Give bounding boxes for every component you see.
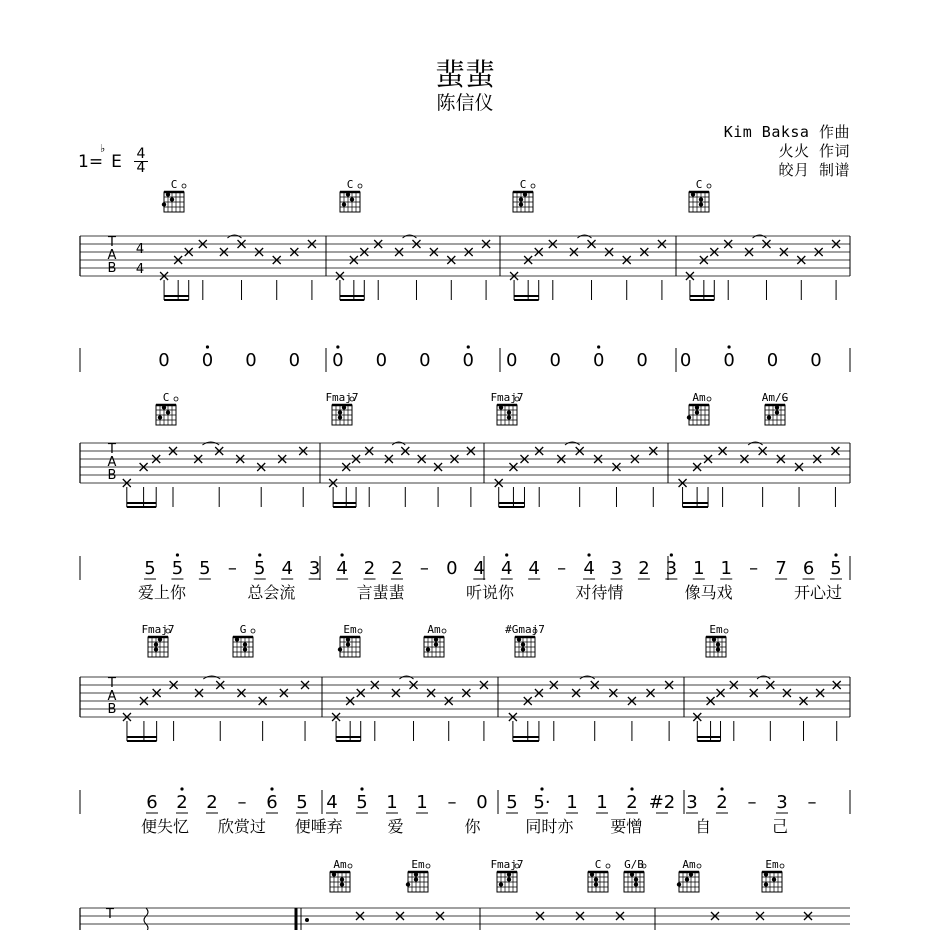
chord-dot xyxy=(699,197,703,201)
jianpu-note: 0 xyxy=(201,350,214,371)
lyric-word: 同时亦 xyxy=(525,817,574,836)
lyric-word: 爱 xyxy=(387,817,404,836)
chord-dot xyxy=(158,415,162,419)
octave-dot xyxy=(258,553,261,556)
lyric-word: 便失忆 xyxy=(140,817,190,836)
jianpu-note: 1 xyxy=(416,792,428,813)
chord-dot xyxy=(507,410,511,414)
chord-dot xyxy=(338,415,342,419)
jianpu-note: 0 xyxy=(462,350,474,371)
tab-letter: B xyxy=(107,468,117,483)
chord-dot xyxy=(340,882,344,886)
jianpu-note: 2 xyxy=(716,792,728,813)
chord-open-string xyxy=(707,184,711,188)
chord-dot xyxy=(338,647,342,651)
tie-arc xyxy=(392,442,405,445)
jianpu-note: 0 xyxy=(592,350,605,371)
octave-dot xyxy=(206,345,209,348)
jianpu-note: 1 xyxy=(693,558,705,579)
chord-dot xyxy=(519,197,523,201)
jianpu-note: 5 xyxy=(830,558,842,579)
jianpu-note: 1 xyxy=(566,792,578,813)
chord-open-string xyxy=(697,864,701,868)
chord-name: C xyxy=(346,178,354,191)
tab-letter: B xyxy=(107,261,117,276)
jianpu-note: – xyxy=(747,792,757,813)
jianpu-note: 5 xyxy=(254,558,266,579)
composer-credit: Kim Baksa 作曲 xyxy=(723,123,850,141)
tie-arc xyxy=(203,676,220,679)
key-flat: ♭ xyxy=(100,142,106,155)
jianpu-note: – xyxy=(447,792,457,813)
time-bottom: 4 xyxy=(136,160,146,176)
jianpu-note: 6 xyxy=(266,792,278,813)
jianpu-note: 1 xyxy=(596,792,608,813)
jianpu-note: 2 xyxy=(638,558,650,579)
singer-name: 陈信仪 xyxy=(436,92,494,114)
chord-name: C xyxy=(519,178,527,191)
jianpu-note: 4 xyxy=(473,558,486,579)
jianpu-note: 0 xyxy=(506,350,518,371)
chord-name: C xyxy=(695,178,703,191)
chord-name: Am xyxy=(692,391,706,404)
chord-name: Fmaj7 xyxy=(490,858,524,871)
lyric-word: 总会流 xyxy=(247,583,296,602)
chord-dot xyxy=(699,202,703,206)
lyric-word: 言蜚蜚 xyxy=(356,583,405,602)
jianpu-note: 3 xyxy=(308,558,321,579)
song-title: 蜚蜚 xyxy=(435,58,495,93)
tie-arc xyxy=(202,442,219,445)
jianpu-note: 5 xyxy=(171,558,184,579)
chord-name: Am/G xyxy=(761,391,789,404)
lyric-word: 己 xyxy=(771,817,789,836)
chord-dot xyxy=(691,192,695,196)
chord-open-string xyxy=(724,629,728,633)
chord-dot xyxy=(414,872,418,876)
jianpu-note: 5· xyxy=(533,792,551,813)
chord-dot xyxy=(499,405,503,409)
chord-name: C xyxy=(162,391,170,404)
jianpu-note: – xyxy=(749,558,759,579)
chord-dot xyxy=(634,882,638,886)
jianpu-note: 0 xyxy=(723,350,735,371)
tab-letter: T xyxy=(108,235,116,250)
chord-dot xyxy=(346,642,350,646)
chord-dot xyxy=(685,877,689,881)
chord-name: Am xyxy=(333,858,347,871)
tie-arc xyxy=(565,442,580,445)
jianpu-note: 2 xyxy=(391,558,403,579)
chord-dot xyxy=(594,877,598,881)
tab-letter: A xyxy=(107,248,117,263)
chord-dot xyxy=(594,882,598,886)
lyric-word: 要憎 xyxy=(610,817,643,836)
jianpu-note: 6 xyxy=(146,792,158,813)
jianpu-note: – xyxy=(807,792,817,813)
key-prefix: 1= xyxy=(78,152,104,172)
octave-dot xyxy=(340,553,343,556)
jianpu-note: – xyxy=(557,558,567,579)
chord-dot xyxy=(775,405,779,409)
tab-letter: T xyxy=(106,907,114,922)
jianpu-note: 0 xyxy=(679,350,692,371)
chord-dot xyxy=(523,192,527,196)
chord-dot xyxy=(414,877,418,881)
jianpu-note: 0 xyxy=(810,350,822,371)
chord-open-string xyxy=(780,864,784,868)
jianpu-note: 3 xyxy=(665,558,678,579)
jianpu-note: 5 xyxy=(506,792,518,813)
chord-dot xyxy=(426,647,430,651)
lyric-word: 你 xyxy=(464,817,481,836)
chord-name: Em xyxy=(709,623,723,636)
octave-dot xyxy=(597,345,600,348)
chord-dot xyxy=(338,410,342,414)
jianpu-note: 6 xyxy=(802,558,815,579)
chord-open-string xyxy=(358,184,362,188)
chord-dot xyxy=(507,877,511,881)
chord-name: C xyxy=(170,178,178,191)
octave-dot xyxy=(587,553,590,556)
chord-dot xyxy=(775,410,779,414)
chord-dot xyxy=(764,882,768,886)
lyric-word: 开心过 xyxy=(793,583,843,602)
chord-dot xyxy=(712,637,716,641)
chord-name: Em xyxy=(765,858,779,871)
chord-name: G xyxy=(239,623,247,636)
chord-dot xyxy=(340,877,344,881)
chord-dot xyxy=(158,637,162,641)
arranger-credit: 皎月 制谱 xyxy=(778,161,850,179)
chord-dot xyxy=(590,872,594,876)
tie-arc xyxy=(748,442,763,445)
chord-open-string xyxy=(606,864,610,868)
jianpu-note: 0 xyxy=(476,792,488,813)
lyric-word: 对待情 xyxy=(575,583,624,602)
chord-open-string xyxy=(442,629,446,633)
chord-dot xyxy=(695,405,699,409)
chord-dot xyxy=(434,637,438,641)
arpeggio-mark xyxy=(144,908,148,930)
jianpu-note: 0 xyxy=(549,350,561,371)
chord-dot xyxy=(243,647,247,651)
jianpu-note: 0 xyxy=(332,350,344,371)
jianpu-note: 4 xyxy=(336,558,348,579)
jianpu-note: 7 xyxy=(775,558,787,579)
octave-dot xyxy=(467,345,470,348)
octave-dot xyxy=(176,553,179,556)
tab-letter: T xyxy=(108,676,116,691)
jianpu-note: 5 xyxy=(199,558,211,579)
tab-timesig: 4 xyxy=(135,262,145,277)
chord-dot xyxy=(521,642,525,646)
jianpu-note: #2 xyxy=(648,792,676,813)
tie-arc xyxy=(757,676,770,679)
lyric-word: 听说你 xyxy=(465,583,515,602)
chord-dot xyxy=(630,872,634,876)
chord-open-string xyxy=(174,397,178,401)
jianpu-note: 0 xyxy=(766,350,779,371)
tie-arc xyxy=(403,235,417,238)
jianpu-note: 5 xyxy=(356,792,368,813)
jianpu-note: 0 xyxy=(419,350,431,371)
jianpu-note: 3 xyxy=(776,792,788,813)
chord-dot xyxy=(764,872,768,876)
chord-dot xyxy=(350,197,354,201)
chord-open-string xyxy=(358,629,362,633)
jianpu-note: 4 xyxy=(281,558,293,579)
chord-open-string xyxy=(531,184,535,188)
chord-dot xyxy=(634,877,638,881)
chord-dot xyxy=(716,642,720,646)
lyricist-credit: 火火 作词 xyxy=(778,142,850,160)
chord-name: G/B xyxy=(624,858,644,871)
chord-dot xyxy=(499,882,503,886)
chord-dot xyxy=(332,872,336,876)
tab-letter: T xyxy=(108,442,116,457)
chord-name: Fmaj7 xyxy=(141,623,175,636)
chord-dot xyxy=(517,637,521,641)
chord-dot xyxy=(154,642,158,646)
repeat-dot xyxy=(305,918,309,922)
chord-dot xyxy=(243,642,247,646)
jianpu-note: 1 xyxy=(720,558,732,579)
chord-dot xyxy=(519,202,523,206)
octave-dot xyxy=(360,787,363,790)
chord-open-string xyxy=(707,397,711,401)
chord-dot xyxy=(689,872,693,876)
tie-arc xyxy=(577,235,591,238)
chord-dot xyxy=(170,197,174,201)
time-top: 4 xyxy=(134,148,148,162)
octave-dot xyxy=(670,553,673,556)
tab-letter: B xyxy=(107,702,117,717)
tie-arc xyxy=(580,676,595,679)
chord-dot xyxy=(521,647,525,651)
tie-arc xyxy=(227,235,241,238)
chord-dot xyxy=(166,410,170,414)
jianpu-note: 2 xyxy=(626,792,638,813)
chord-dot xyxy=(767,415,771,419)
jianpu-note: 4 xyxy=(528,558,540,579)
jianpu-note: 3 xyxy=(610,558,623,579)
jianpu-note: 4 xyxy=(583,558,595,579)
lyric-word: 便唾弃 xyxy=(294,817,343,836)
chord-name: Am xyxy=(682,858,696,871)
lyric-word: 爱上你 xyxy=(137,583,187,602)
chord-dot xyxy=(716,647,720,651)
chord-dot xyxy=(346,192,350,196)
lyric-word: 自 xyxy=(695,817,712,836)
chord-dot xyxy=(406,882,410,886)
tab-timesig: 4 xyxy=(135,242,145,257)
octave-dot xyxy=(720,787,723,790)
jianpu-note: 3 xyxy=(686,792,698,813)
chord-dot xyxy=(677,882,681,886)
octave-dot xyxy=(505,553,508,556)
chord-dot xyxy=(695,410,699,414)
jianpu-note: – xyxy=(227,558,237,579)
chord-name: Fmaj7 xyxy=(325,391,359,404)
lyric-word: 像马戏 xyxy=(684,583,733,602)
octave-dot xyxy=(834,553,837,556)
chord-name: Am xyxy=(427,623,441,636)
jianpu-note: 4 xyxy=(326,792,338,813)
jianpu-note: 0 xyxy=(446,558,458,579)
chord-name: Em xyxy=(343,623,357,636)
jianpu-note: 2 xyxy=(363,558,376,579)
chord-dot xyxy=(507,872,511,876)
jianpu-note: 1 xyxy=(386,792,398,813)
chord-name: Fmaj7 xyxy=(490,391,524,404)
chord-dot xyxy=(235,637,239,641)
chord-dot xyxy=(346,637,350,641)
octave-dot xyxy=(180,787,183,790)
jianpu-note: 2 xyxy=(206,792,218,813)
chord-dot xyxy=(342,405,346,409)
chord-dot xyxy=(154,647,158,651)
jianpu-note: 2 xyxy=(176,792,188,813)
tab-letter: A xyxy=(107,689,117,704)
chord-dot xyxy=(162,202,166,206)
jianpu-note: 5 xyxy=(296,792,308,813)
octave-dot xyxy=(336,345,339,348)
jianpu-note: 4 xyxy=(500,558,513,579)
chord-dot xyxy=(687,415,691,419)
chord-open-string xyxy=(182,184,186,188)
jianpu-note: 0 xyxy=(245,350,257,371)
chord-dot xyxy=(434,642,438,646)
chord-dot xyxy=(342,202,346,206)
chord-open-string xyxy=(348,864,352,868)
octave-dot xyxy=(540,787,543,790)
octave-dot xyxy=(270,787,273,790)
lyric-word: 欣赏过 xyxy=(217,817,266,836)
chord-open-string xyxy=(251,629,255,633)
chord-name: Em xyxy=(411,858,425,871)
jianpu-note: 5 xyxy=(144,558,156,579)
chord-dot xyxy=(162,405,166,409)
octave-dot xyxy=(727,345,730,348)
key-note: E xyxy=(111,152,122,172)
jianpu-note: 0 xyxy=(288,350,301,371)
chord-name: C xyxy=(594,858,602,871)
jianpu-note: 0 xyxy=(636,350,648,371)
tie-arc xyxy=(753,235,767,238)
jianpu-note: 0 xyxy=(375,350,388,371)
chord-open-string xyxy=(426,864,430,868)
jianpu-note: 0 xyxy=(158,350,170,371)
octave-dot xyxy=(630,787,633,790)
chord-dot xyxy=(507,415,511,419)
chord-name: #Gmaj7 xyxy=(505,623,545,636)
jianpu-note: – xyxy=(419,558,429,579)
jianpu-note: – xyxy=(237,792,247,813)
chord-dot xyxy=(166,192,170,196)
chord-dot xyxy=(772,877,776,881)
tie-arc xyxy=(399,676,413,679)
tab-letter: A xyxy=(107,455,117,470)
